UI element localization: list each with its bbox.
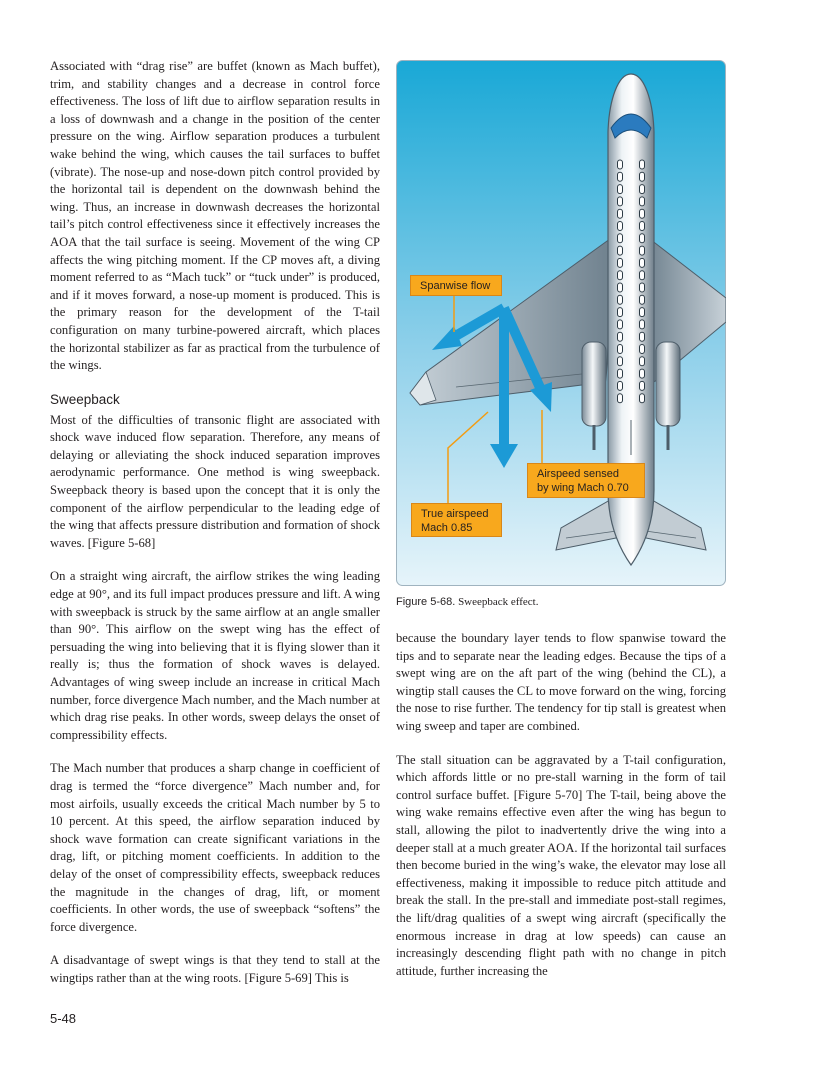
- cabin-window: [618, 258, 623, 267]
- paragraph-tip-stall: because the boundary layer tends to flow spanwise toward the tips and to separate near the leading edges. Because the tips of a swept wing are on the aft part of the wing (behind the CL), a wingtip stall causes the CL to move forward on the wing, forcing the nose to rise further. The tendency for tip stall is greatest when wing sweep and taper are combined.: [396, 631, 726, 733]
- cabin-window: [618, 246, 623, 255]
- caption-number: Figure 5-68.: [396, 596, 456, 608]
- cabin-window: [618, 332, 623, 341]
- cabin-window: [618, 357, 623, 366]
- cabin-window: [618, 308, 623, 317]
- paragraph-straight-wing: On a straight wing aircraft, the airflow strikes the wing leading edge at 90°, and its full impact produces pressure and lift. A wing with sweepback is struck by the same airflow at an angle smaller than 90°. This airflow on the swept wing has the effect of persuading the wing into believing that it is flying slower than it really is; thus the formation of shock waves is delayed. Advantages of wing sweep include an increase in critical Mach number, force divergence Mach number, and the Mach number at which drag rise peaks. In other words, sweep delays the onset of compressibility effects.: [50, 569, 380, 742]
- callout-airspeed-line1: Airspeed sensed: [537, 468, 619, 480]
- cabin-window: [618, 295, 623, 304]
- cabin-window: [640, 345, 645, 354]
- left-text-column: [50, 58, 380, 1004]
- right-text-column: [396, 630, 726, 996]
- cabin-window: [618, 271, 623, 280]
- section-heading-sweepback: Sweepback: [50, 391, 120, 407]
- paragraph-force-divergence: The Mach number that produces a sharp change in coefficient of drag is termed the “force divergence” Mach number and, for most airfoils, usually exceeds the critical Mach number by 5 to 10 percent. At this speed, the airflow separation induced by shock wave formation can create significant variations in the drag, lift, or pitching moment coefficients. In addition to the delay of the onset of compressibility effects, sweepback reduces the magnitude in the changes of drag, lift, or moment coefficients. In other words, the use of sweepback “softens” the force divergence.: [50, 761, 380, 934]
- cabin-window: [640, 320, 645, 329]
- cabin-window: [618, 222, 623, 231]
- figure-caption: [396, 596, 538, 608]
- callout-airspeed-sensed: [527, 463, 645, 498]
- cabin-window: [640, 394, 645, 403]
- left-engine: [582, 342, 606, 426]
- cabin-window: [640, 283, 645, 292]
- cabin-window: [618, 345, 623, 354]
- paragraph-sweepback-intro: Most of the difficulties of transonic flight are associated with shock wave induced flow separation. Therefore, any means of delaying or alleviating the shock induced separation improves aerodynamic performance. One method is wing sweepback. Sweepback theory is based upon the concept that it is only the component of the airflow perpendicular to the leading edge of the wing that affects pressure distribution and formation of shock waves. [Figure 5-68]: [50, 412, 380, 550]
- right-engine: [656, 342, 680, 426]
- cabin-window: [640, 271, 645, 280]
- cabin-window: [618, 320, 623, 329]
- cabin-window: [618, 172, 623, 181]
- cabin-window: [618, 394, 623, 403]
- cabin-window: [618, 234, 623, 243]
- callout-true-airspeed: [411, 503, 502, 537]
- cabin-window: [640, 222, 645, 231]
- cabin-window: [618, 283, 623, 292]
- cabin-window: [640, 381, 645, 390]
- paragraph-drag-rise: Associated with “drag rise” are buffet (known as Mach buffet), trim, and stability changes and a decrease in control force effectiveness. The loss of lift due to airflow separation results in a loss of downwash and a change in the position of the center pressure on the wing. Airflow separation produces a turbulent wake behind the wing, which causes the tail surfaces to buffet (vibrate). The nose-up and nose-down pitch control provided by the horizontal tail is dependent on the downwash behind the wing. Thus, an increase in downwash decreases the horizontal tail’s pitch control effectiveness since it effectively increases the AOA that the tail surface is seeing. Movement of the wing CP affects the wing pitching moment. If the CP moves aft, a diving moment referred to as “Mach tuck” or “tuck under” is produced, and if it moves forward, a nose-up moment is produced. This is the primary reason for the development of the T-tail configuration on many turbine-powered aircraft, which places the horizontal stabilizer as far as practical from the turbulence of the wings.: [50, 59, 380, 373]
- cabin-window: [618, 185, 623, 194]
- cabin-window: [640, 172, 645, 181]
- cabin-window: [640, 332, 645, 341]
- cabin-window: [640, 209, 645, 218]
- cabin-window: [640, 357, 645, 366]
- page-number: 5-48: [50, 1011, 77, 1026]
- paragraph-swept-disadvantage: A disadvantage of swept wings is that they tend to stall at the wingtips rather than at the wing roots. [Figure 5-69] This is: [50, 953, 380, 985]
- paragraph-t-tail: The stall situation can be aggravated by a T-tail configuration, which affords little or no pre-stall warning in the form of tail control surface buffet. [Figure 5-70] The T-tail, being above the wing wake remains effective even after the wing has begun to stall, allowing the pilot to inadvertently drive the wing into a deeper stall at a much greater AOA. If the horizontal tail surfaces then become buried in the wing’s wake, the elevator may lose all effectiveness, making it impossible to reduce pitch attitude and break the stall. In the pre-stall and immediate post-stall regimes, the lift/drag qualities of a swept wing aircraft (specifically the enormous increase in drag at low speeds) can cause an increasingly descending flight path with no change in pitch attitude, further increasing the: [396, 752, 726, 978]
- caption-text: Sweepback effect.: [458, 596, 539, 608]
- cabin-window: [618, 197, 623, 206]
- cabin-window: [640, 369, 645, 378]
- cabin-window: [640, 185, 645, 194]
- callout-true-line2: Mach 0.85: [421, 522, 473, 534]
- cabin-window: [640, 308, 645, 317]
- cabin-window: [640, 234, 645, 243]
- cabin-window: [618, 381, 623, 390]
- cabin-window: [640, 197, 645, 206]
- cabin-window: [618, 369, 623, 378]
- callout-spanwise-flow: Spanwise flow: [410, 275, 502, 296]
- callout-true-line1: True airspeed: [421, 508, 489, 520]
- cabin-window: [640, 258, 645, 267]
- cabin-window: [618, 160, 623, 169]
- callout-airspeed-line2: by wing Mach 0.70: [537, 482, 629, 494]
- cabin-window: [640, 246, 645, 255]
- cabin-window: [618, 209, 623, 218]
- cabin-window: [640, 295, 645, 304]
- cabin-window: [640, 160, 645, 169]
